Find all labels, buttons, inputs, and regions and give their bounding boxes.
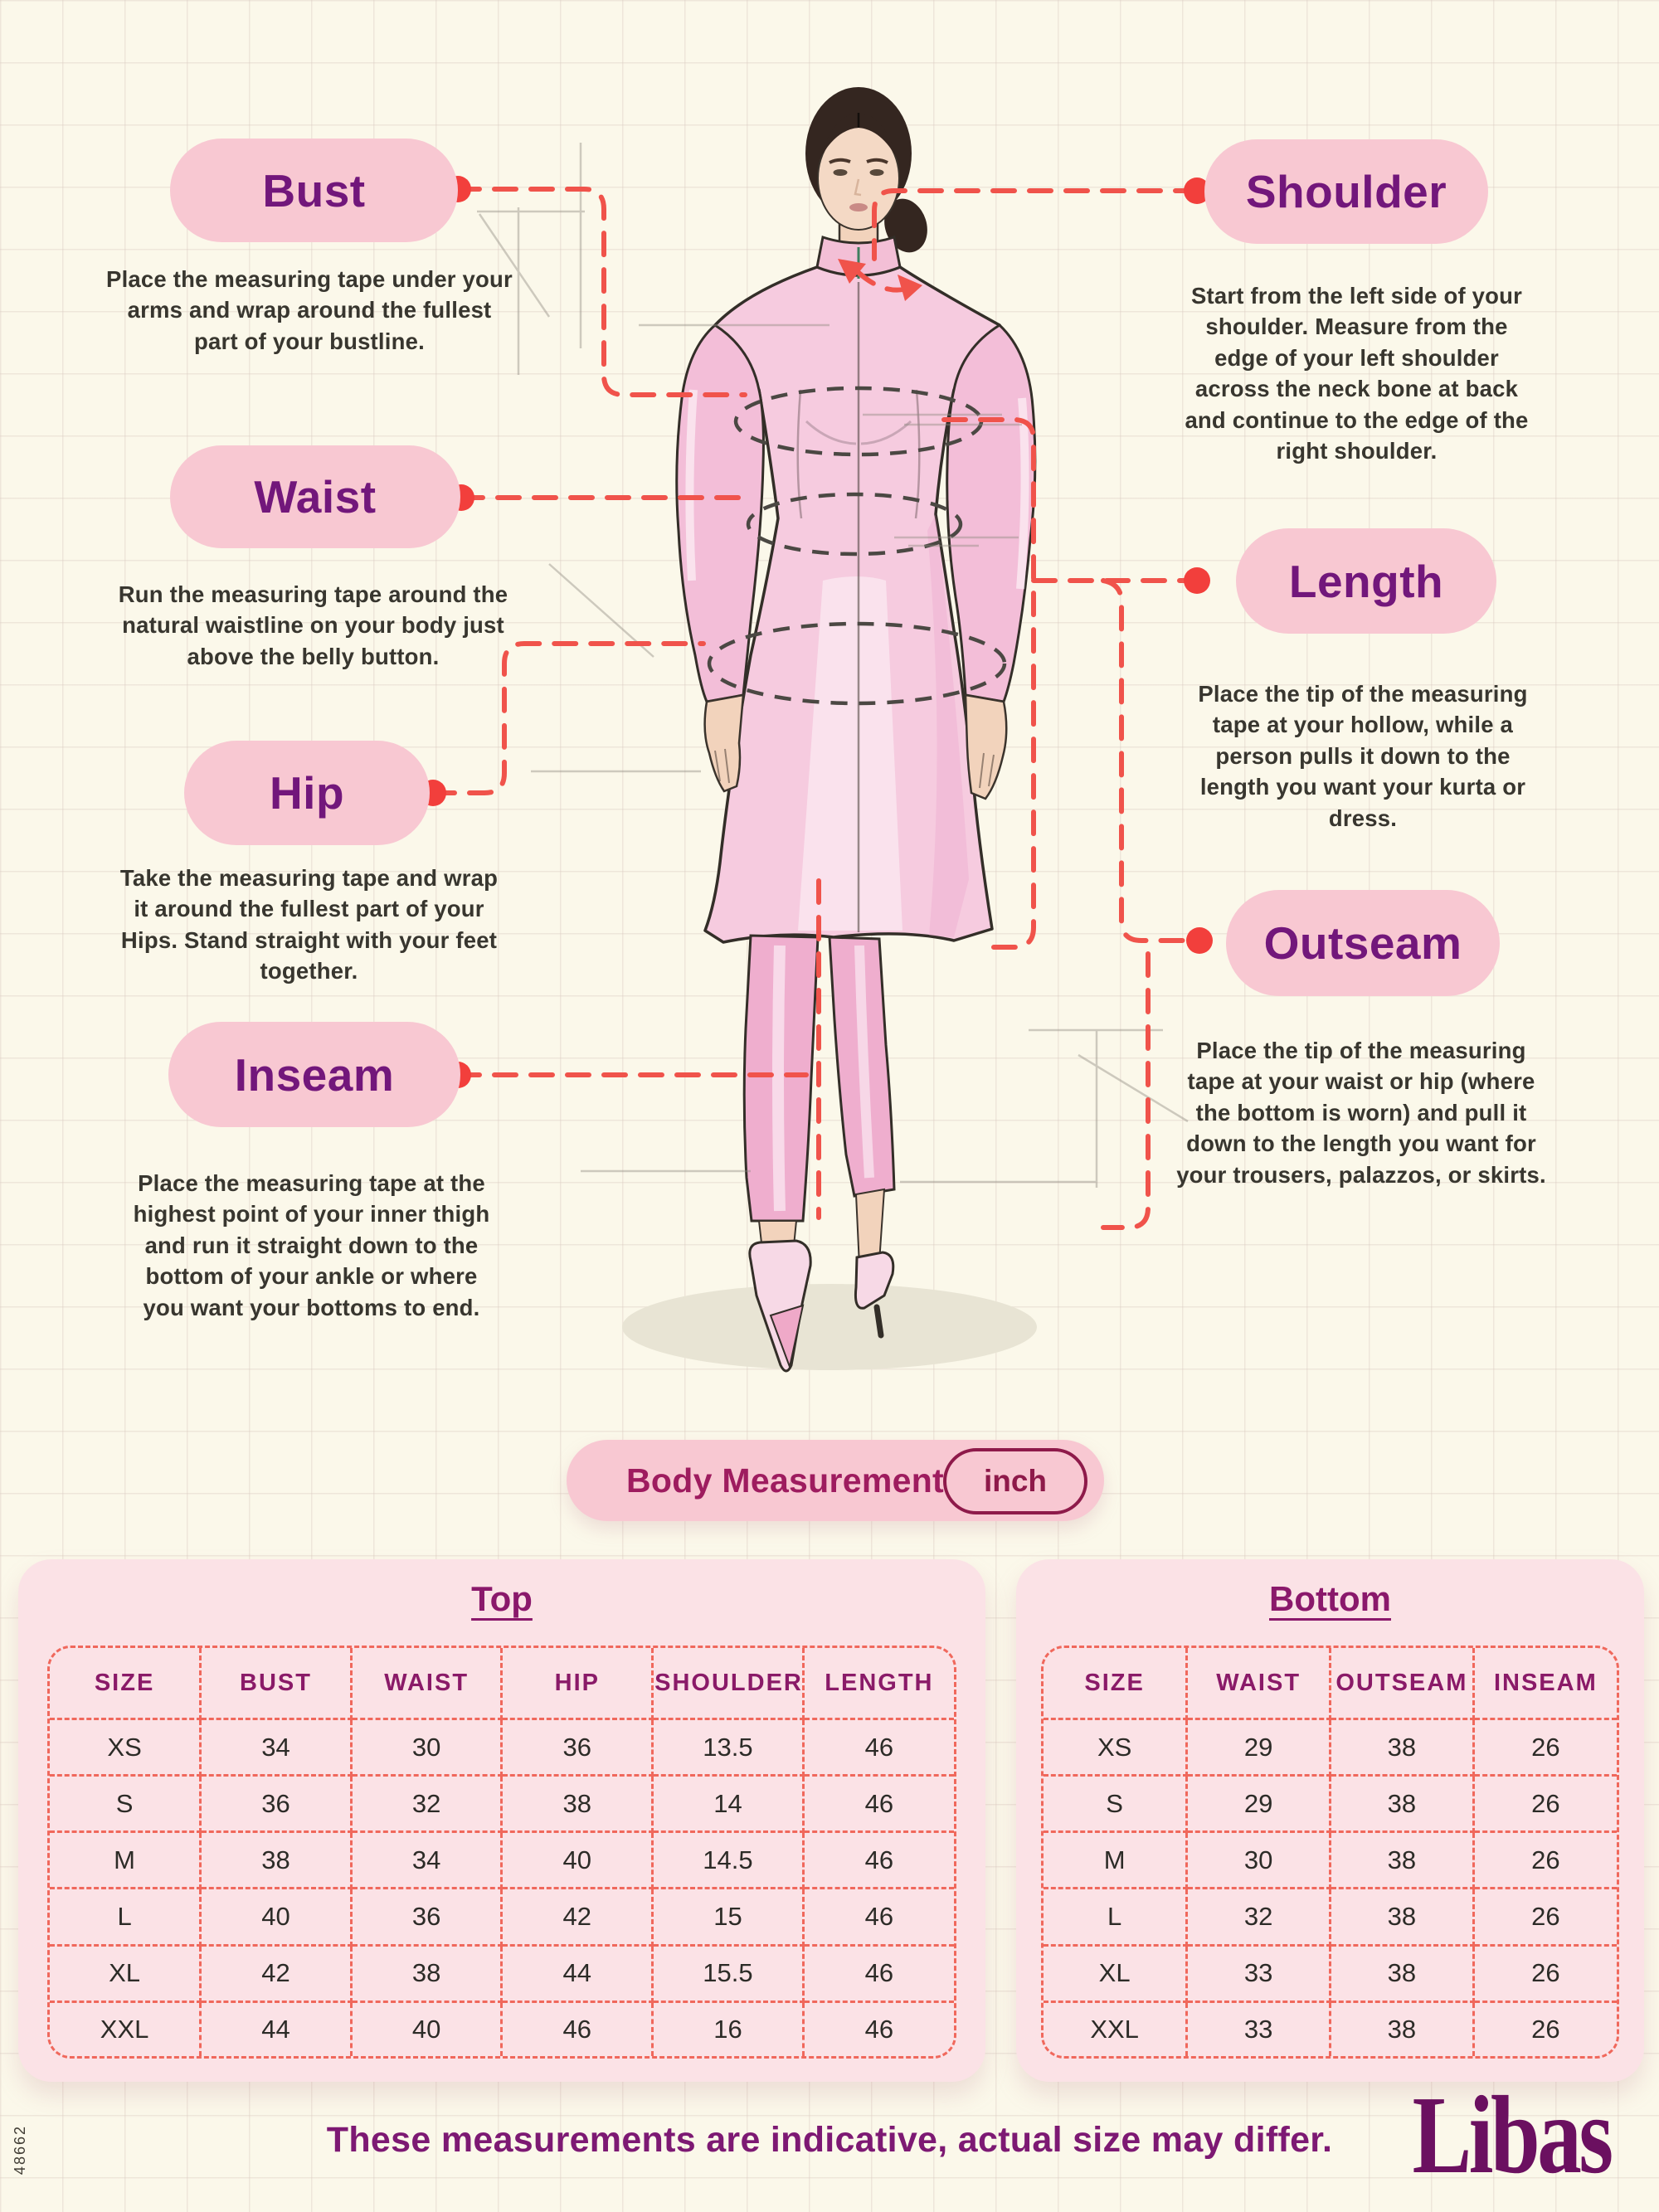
shoulder-label: Shoulder (1245, 166, 1447, 217)
size-row (50, 2001, 954, 2056)
size-cell: L (50, 1889, 201, 1945)
size-cell: 36 (502, 1719, 653, 1776)
size-cell: 40 (351, 2001, 502, 2056)
inseam-description: Place the measuring tape at the highest point of your inner thigh and run it straight down to the bottom of your ankle or where you want your bottoms to end. (133, 1170, 490, 1320)
top-size-table (50, 1648, 954, 2056)
unit-toggle[interactable]: inch (943, 1448, 1087, 1514)
hip-label-pill (184, 741, 430, 845)
length-label: Length (1288, 555, 1444, 607)
size-cell: 30 (1187, 1832, 1331, 1889)
size-cell: 38 (1331, 1889, 1474, 1945)
size-cell: 13.5 (653, 1719, 804, 1776)
size-cell: L (1044, 1889, 1187, 1945)
size-cell: 38 (1331, 1719, 1474, 1776)
bottom-size-card (1016, 1559, 1644, 2082)
size-cell: 38 (502, 1776, 653, 1832)
outseam-description: Place the tip of the measuring tape at your waist or hip (where the bottom is worn) and pull it down to the length you want for your trousers, palazzos, or skirts. (1176, 1038, 1546, 1188)
length-label-pill (1236, 528, 1496, 634)
hip-description: Take the measuring tape and wrap it around the fullest part of your Hips. Stand straight with your feet together. (119, 865, 499, 984)
outseam-dot (1186, 927, 1213, 954)
length-description: Place the tip of the measuring tape at your hollow, while a person pulls it down to the length you want your kurta or dress. (1198, 681, 1528, 831)
column-header: WAIST (351, 1648, 502, 1719)
bust-label: Bust (262, 164, 366, 216)
body-measurement-bar (567, 1440, 1104, 1521)
waist-label-pill (170, 445, 460, 548)
size-cell: 34 (201, 1719, 352, 1776)
right-hand (966, 695, 1006, 799)
size-cell: 26 (1473, 1889, 1617, 1945)
column-header: LENGTH (803, 1648, 954, 1719)
size-row (50, 1945, 954, 2001)
size-cell: 46 (803, 1889, 954, 1945)
size-cell: M (50, 1832, 201, 1889)
bottom-table-title: Bottom (1269, 1579, 1391, 1618)
column-header: SIZE (50, 1648, 201, 1719)
floor-shadow (622, 1284, 1037, 1370)
size-cell: 34 (351, 1832, 502, 1889)
size-cell: 38 (1331, 1945, 1474, 2001)
size-row (1044, 2001, 1617, 2056)
size-cell: 16 (653, 2001, 804, 2056)
size-cell: 46 (803, 1945, 954, 2001)
size-cell: XS (1044, 1719, 1187, 1776)
size-row (50, 1719, 954, 1776)
size-row (1044, 1889, 1617, 1945)
size-row (1044, 1832, 1617, 1889)
header-row (1044, 1648, 1617, 1719)
size-row (1044, 1945, 1617, 2001)
size-cell: 44 (502, 1945, 653, 2001)
size-cell: 26 (1473, 1832, 1617, 1889)
top-size-card (18, 1559, 985, 2082)
size-cell: 33 (1187, 2001, 1331, 2056)
size-row (50, 1889, 954, 1945)
disclaimer-text: These measurements are indicative, actual size may differ. (326, 2120, 1333, 2160)
left-hand (705, 695, 743, 791)
size-cell: 33 (1187, 1945, 1331, 2001)
column-header: SIZE (1044, 1648, 1187, 1719)
size-cell: 14 (653, 1776, 804, 1832)
size-cell: 26 (1473, 1719, 1617, 1776)
shoulder-label-pill (1204, 139, 1488, 244)
size-row (1044, 1719, 1617, 1776)
size-cell: 26 (1473, 1945, 1617, 2001)
top-table-border (47, 1646, 956, 2059)
size-cell: 38 (1331, 1776, 1474, 1832)
body-measurement-label: Body Measurement (626, 1461, 945, 1500)
column-header: WAIST (1187, 1648, 1331, 1719)
size-cell: 38 (351, 1945, 502, 2001)
column-header: INSEAM (1473, 1648, 1617, 1719)
size-cell: XXL (1044, 2001, 1187, 2056)
bust-description: Place the measuring tape under your arms and wrap around the fullest part of your bustline. (106, 266, 513, 354)
size-cell: 26 (1531, 2014, 1560, 2044)
column-header: HIP (502, 1648, 653, 1719)
outseam-label-pill (1226, 890, 1500, 996)
shoulder-description: Start from the left side of your shoulder. Measure from the edge of your left shoulder across the neck bone at back and continue to the edge of the right shoulder. (1185, 283, 1529, 464)
artwork-code: 48662 (12, 2125, 28, 2176)
size-cell: 38 (201, 1832, 352, 1889)
header-row (50, 1648, 954, 1719)
size-cell: 40 (201, 1889, 352, 1945)
bottom-table-border (1041, 1646, 1619, 2059)
column-header: SHOULDER (653, 1648, 804, 1719)
size-cell: 14.5 (653, 1832, 804, 1889)
size-cell: 46 (864, 2014, 894, 2044)
size-row (50, 1832, 954, 1889)
model-illustration (597, 66, 1078, 1393)
size-cell: 46 (803, 1776, 954, 1832)
top-table-title: Top (471, 1579, 533, 1618)
waist-label: Waist (254, 471, 377, 523)
size-cell: 30 (351, 1719, 502, 1776)
size-cell: XXL (50, 2001, 201, 2056)
size-cell: 46 (803, 1719, 954, 1776)
size-cell: 32 (351, 1776, 502, 1832)
size-cell: 15 (653, 1889, 804, 1945)
column-header: OUTSEAM (1331, 1648, 1474, 1719)
size-cell: 32 (1187, 1889, 1331, 1945)
size-row (50, 1776, 954, 1832)
size-cell: 46 (502, 2001, 653, 2056)
length-dot (1184, 567, 1210, 594)
size-cell: M (1044, 1832, 1187, 1889)
size-cell: 15.5 (653, 1945, 804, 2001)
size-cell: S (1044, 1776, 1187, 1832)
size-cell: 36 (201, 1776, 352, 1832)
inseam-label-pill (168, 1022, 460, 1127)
bust-label-pill (170, 139, 458, 242)
size-cell: XL (50, 1945, 201, 2001)
size-cell: XS (50, 1719, 201, 1776)
size-cell: 44 (201, 2001, 352, 2056)
size-cell: 29 (1187, 1776, 1331, 1832)
size-cell: S (50, 1776, 201, 1832)
column-header: BUST (201, 1648, 352, 1719)
size-cell: 29 (1187, 1719, 1331, 1776)
inseam-label: Inseam (234, 1048, 395, 1101)
size-cell: 38 (1331, 2001, 1474, 2056)
hip-label: Hip (269, 767, 345, 819)
size-cell: 26 (1473, 1776, 1617, 1832)
waist-description: Run the measuring tape around the natural waistline on your body just above the belly button. (118, 581, 508, 669)
bottom-size-table (1044, 1648, 1617, 2056)
size-cell: 40 (502, 1832, 653, 1889)
outseam-label: Outseam (1263, 917, 1462, 969)
outseam-vertical (1103, 954, 1148, 1228)
size-cell: 42 (201, 1945, 352, 2001)
size-cell: 46 (803, 1832, 954, 1889)
size-row (1044, 1776, 1617, 1832)
size-cell: XL (1044, 1945, 1187, 2001)
size-cell: 36 (351, 1889, 502, 1945)
brand-logo: Libas (1412, 2073, 1611, 2197)
size-cell: 38 (1331, 1832, 1474, 1889)
size-cell: 42 (502, 1889, 653, 1945)
